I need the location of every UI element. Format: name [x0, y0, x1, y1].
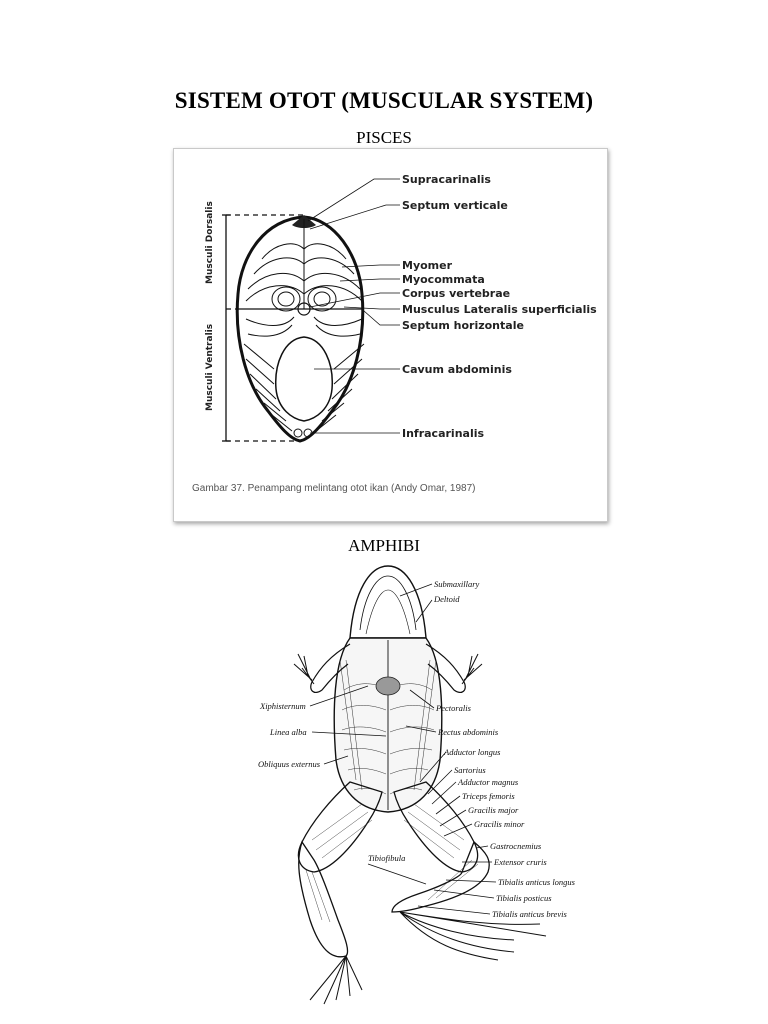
label-tibialis-posticus: Tibialis posticus [496, 893, 552, 903]
label-gracilis-major: Gracilis major [468, 805, 519, 815]
label-linea-alba: Linea alba [270, 727, 307, 737]
section-heading-amphibi: AMPHIBI [348, 536, 420, 555]
label-adductor-magnus: Adductor magnus [458, 777, 519, 787]
label-xiphisternum: Xiphisternum [260, 701, 306, 711]
label-corpus-vertebrae: Corpus vertebrae [402, 287, 511, 300]
figure-caption: Gambar 37. Penampang melintang otot ikan (Andy Omar, 1987) [192, 483, 476, 494]
label-septum-verticale: Septum verticale [402, 199, 508, 212]
label-extensor-cruris: Extensor cruris [494, 857, 547, 867]
label-myocommata: Myocommata [402, 273, 485, 286]
label-obliquus-externus: Obliquus externus [258, 759, 321, 769]
fish-cross-section-figure [173, 148, 608, 522]
label-triceps-femoris: Triceps femoris [462, 791, 515, 801]
label-adductor-longus: Adductor longus [444, 747, 501, 757]
label-infracarinalis: Infracarinalis [402, 427, 485, 440]
label-tibialis-anticus-longus: Tibialis anticus longus [498, 877, 575, 887]
label-submaxillary: Submaxillary [434, 579, 480, 589]
frog-muscle-drawing [250, 560, 590, 1024]
fish-cross-section-drawing [174, 149, 607, 521]
label-gastrocnemius: Gastrocnemius [490, 841, 542, 851]
label-musculus-lateralis: Musculus Lateralis superficialis [402, 303, 597, 316]
label-gracilis-minor: Gracilis minor [474, 819, 525, 829]
label-deltoid: Deltoid [434, 594, 460, 604]
frog-muscle-figure [250, 560, 590, 1024]
label-septum-horizontale: Septum horizontale [402, 319, 524, 332]
label-musculi-dorsalis: Musculi Dorsalis [205, 201, 215, 284]
label-tibiofibula: Tibiofibula [368, 853, 406, 863]
page-title: SISTEM OTOT (MUSCULAR SYSTEM) [174, 88, 594, 113]
label-supracarinalis: Supracarinalis [402, 173, 491, 186]
label-rectus-abdominis: Rectus abdominis [438, 727, 499, 737]
label-tibialis-anticus-brevis: Tibialis anticus brevis [492, 909, 567, 919]
label-cavum-abdominis: Cavum abdominis [402, 363, 512, 376]
label-pectoralis: Pectoralis [436, 703, 471, 713]
label-myomer: Myomer [402, 259, 453, 272]
label-sartorius: Sartorius [454, 765, 486, 775]
section-heading-pisces: PISCES [356, 128, 412, 147]
label-musculi-ventralis: Musculi Ventralis [205, 323, 215, 411]
